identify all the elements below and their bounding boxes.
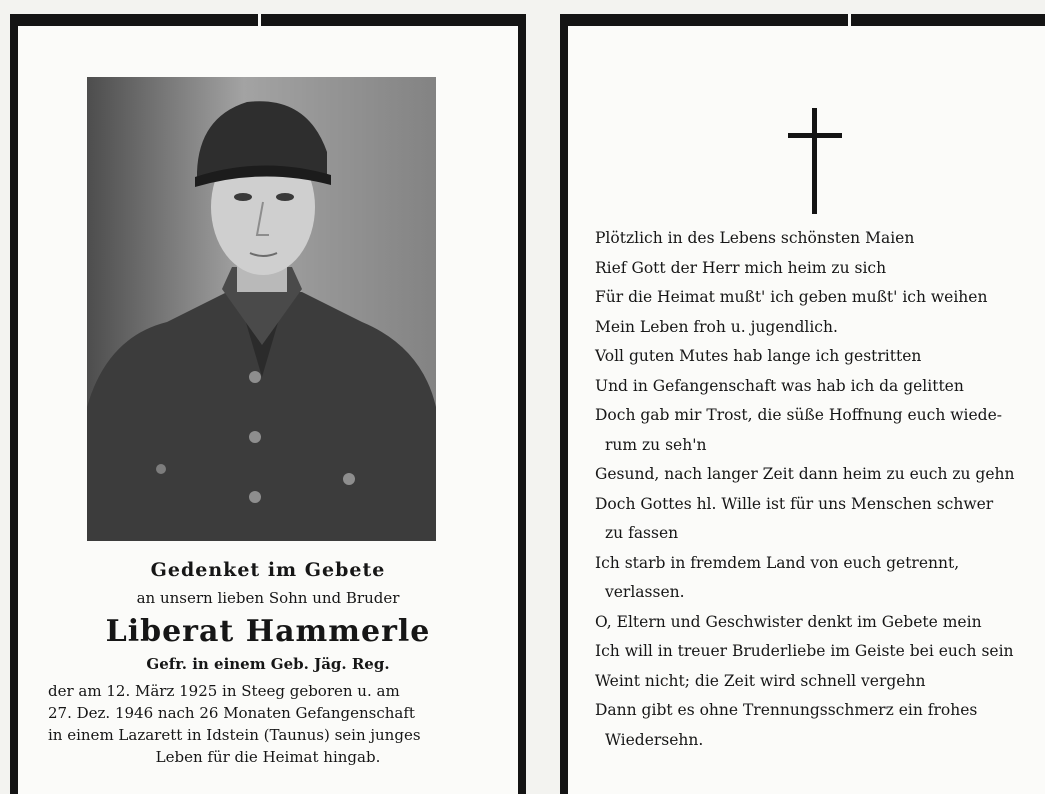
poem-line: Gesund, nach langer Zeit dann heim zu euch zu gehn xyxy=(595,465,1015,483)
memorial-card-back xyxy=(560,14,1045,794)
border-notch xyxy=(258,14,261,26)
poem-line: zu fassen xyxy=(605,524,679,542)
poem-line: Doch gab mir Trost, die süße Hoffnung euch wiede- xyxy=(595,406,1002,424)
poem-line: Mein Leben froh u. jugendlich. xyxy=(595,317,838,336)
bio-line: der am 12. März 1925 in Steeg geboren u. am xyxy=(48,682,400,700)
cross-icon xyxy=(788,108,842,214)
poem-line: Ich starb in fremdem Land von euch getrennt, xyxy=(595,553,960,572)
memorial-card-front xyxy=(10,14,526,794)
border-notch xyxy=(848,14,851,26)
bio-line: 27. Dez. 1946 nach 26 Monaten Gefangenschaft xyxy=(48,704,415,722)
poem-line: Für die Heimat mußt' ich geben mußt' ich weihen xyxy=(595,288,988,306)
poem-line: Ich will in treuer Bruderliebe im Geiste bei euch sein xyxy=(595,642,1014,660)
poem-line: Doch Gottes hl. Wille ist für uns Menschen schwer xyxy=(595,494,994,513)
dedication-text xyxy=(18,556,518,768)
poem-line: Rief Gott der Herr mich heim zu sich xyxy=(595,258,887,277)
poem-line: verlassen. xyxy=(605,583,685,601)
portrait-photo xyxy=(87,77,436,541)
poem-line: rum zu seh'n xyxy=(605,435,707,454)
military-rank: Gefr. in einem Geb. Jäg. Reg. xyxy=(146,655,390,673)
dedication-subline: an unsern lieben Sohn und Bruder xyxy=(136,589,400,607)
biography xyxy=(18,680,518,768)
poem-line: Voll guten Mutes hab lange ich gestritten xyxy=(595,347,922,365)
poem-line: Und in Gefangenschaft was hab ich da gelitten xyxy=(595,376,964,395)
bio-line: in einem Lazarett in Idstein (Taunus) sein junges xyxy=(48,726,421,744)
poem-line: Plötzlich in des Lebens schönsten Maien xyxy=(595,229,915,247)
poem-line: O, Eltern und Geschwister denkt im Gebete mein xyxy=(595,612,982,631)
poem-line: Weint nicht; die Zeit wird schnell vergehn xyxy=(595,671,926,690)
poem-line: Dann gibt es ohne Trennungsschmerz ein frohes xyxy=(595,701,978,719)
dedication-heading: Gedenket im Gebete xyxy=(150,559,386,581)
deceased-name: Liberat Hammerle xyxy=(105,614,431,649)
memorial-poem xyxy=(595,224,1035,755)
poem-line: Wiedersehn. xyxy=(605,730,704,749)
bio-line: Leben für die Heimat hingab. xyxy=(155,748,381,766)
